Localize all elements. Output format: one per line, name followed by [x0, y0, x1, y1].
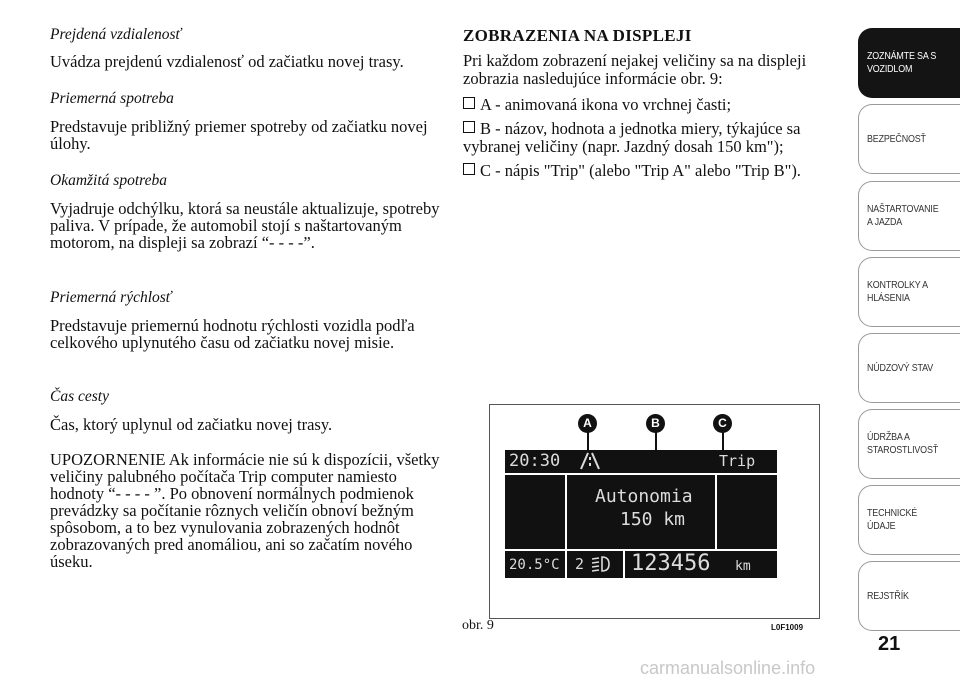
- section-text-avg-consumption: Predstavuje približný priemer spotreby od začiatku novej úlohy.: [50, 117, 428, 153]
- tab-emergency[interactable]: NÚDZOVÝ STAV: [858, 333, 960, 403]
- list-item-continuation: vybranej veličiny (napr. Jazdný dosah 150 km");: [463, 137, 784, 156]
- section-title-instant-consumption: Okamžitá spotreba: [50, 172, 167, 189]
- checkbox-bullet-icon: [463, 163, 475, 175]
- checkbox-bullet-icon: [463, 121, 475, 133]
- display-temperature: 20.5°C: [509, 557, 560, 573]
- marker-b: B: [646, 414, 665, 433]
- display-figure: [489, 404, 820, 619]
- figure-code: L0F1009: [771, 623, 804, 632]
- display-title: Autonomia: [595, 486, 693, 507]
- lcd-display: [505, 450, 777, 578]
- tab-technical-data[interactable]: TECHNICKÉ ÚDAJE: [858, 485, 960, 555]
- section-title-trip-time: Čas cesty: [50, 388, 109, 405]
- display-odometer: 123456: [631, 551, 711, 576]
- section-title-avg-consumption: Priemerná spotreba: [50, 90, 174, 107]
- display-odometer-unit: km: [735, 559, 751, 574]
- tab-safety[interactable]: BEZPEČNOSŤ: [858, 104, 960, 174]
- chapter-sidebar: [858, 0, 960, 686]
- section-text-distance: Uvádza prejdenú vzdialenosť od začiatku novej trasy.: [50, 52, 404, 71]
- tab-starting-driving[interactable]: NAŠTARTOVANIE A JAZDA: [858, 181, 960, 251]
- watermark: carmanualsonline.info: [640, 658, 816, 678]
- page-number: 21: [878, 633, 901, 655]
- section-text-instant-consumption: Vyjadruje odchýlku, ktorá sa neustále aktualizuje, spotreby paliva. V prípade, že automobil stojí s naštartovaným motorom, na displeji sa zobrazí “- - - -”.: [50, 199, 440, 252]
- road-icon: [579, 452, 601, 474]
- intro-text: Pri každom zobrazení nejakej veličiny sa na displeji zobrazia nasledujúce informácie obr. 9:: [463, 51, 807, 88]
- checkbox-bullet-icon: [463, 97, 475, 109]
- display-value: 150 km: [620, 509, 686, 530]
- list-item: C - nápis "Trip" (alebo "Trip A" alebo "Trip B").: [463, 162, 843, 180]
- list-item: A - animovaná ikona vo vrchnej časti;: [463, 96, 843, 114]
- tab-index[interactable]: REJSTŘÍK: [858, 561, 960, 631]
- section-text-avg-speed: Predstavuje priemernú hodnotu rýchlosti vozidla podľa celkového uplynutého času od začiatku novej misie.: [50, 316, 415, 352]
- section-text-trip-time: Čas, ktorý uplynul od začiatku novej trasy.: [50, 415, 333, 434]
- display-gear: 2: [575, 555, 585, 573]
- section-heading: ZOBRAZENIA NA DISPLEJI: [463, 26, 692, 45]
- warning-text: UPOZORNENIE Ak informácie nie sú k dispozícii, všetky veličiny palubného počítača Trip computer namiesto hodnoty “- - - - ”. Po obnovení normálnych podmienok prevádzky sa počítanie rôznych veličín obnoví bežným spôsobom, a to bez vynulovania zobrazených hodnôt zobrazovaných pred anomáliou, ani so začatím nového úseku.: [50, 450, 440, 571]
- section-title-avg-speed: Priemerná rýchlosť: [50, 289, 172, 306]
- marker-c: C: [713, 414, 732, 433]
- display-time: 20:30: [509, 451, 561, 471]
- tab-warning-lights[interactable]: KONTROLKY A HLÁSENIA: [858, 257, 960, 327]
- list-item: B - názov, hodnota a jednotka miery, týkajúce sa: [463, 120, 843, 138]
- headlight-icon: [589, 554, 611, 578]
- section-title-distance: Prejdená vzdialenosť: [50, 26, 182, 43]
- display-trip-label: Trip: [719, 452, 756, 470]
- tab-vehicle-intro[interactable]: ZOZNÁMTE SA S VOZIDLOM: [858, 28, 960, 98]
- marker-a: A: [578, 414, 597, 433]
- tab-maintenance[interactable]: ÚDRŽBA A STAROSTLIVOSŤ: [858, 409, 960, 479]
- figure-caption: obr. 9: [462, 618, 494, 633]
